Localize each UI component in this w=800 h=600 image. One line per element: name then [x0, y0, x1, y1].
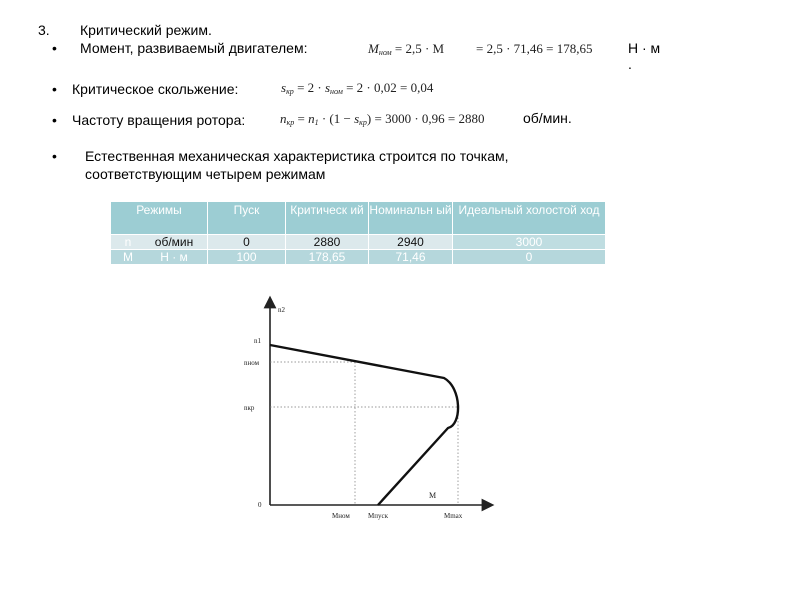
modes-table	[110, 201, 606, 265]
x-axis-label: M	[429, 491, 437, 500]
bullet: •	[52, 148, 57, 164]
bullet: •	[52, 40, 57, 56]
x-tick-label: Mном	[332, 512, 350, 520]
mechanical-characteristic-graph	[230, 290, 500, 530]
slip-formula: $s_{кр} = 2 \cdot s_{ном} = 2 \cdot 0,02 = 0,04$	[281, 80, 434, 96]
table-header: Номинальн ый	[369, 202, 453, 235]
bullet: •	[52, 112, 57, 128]
table-header-row	[111, 202, 606, 235]
moment-unit: Н · м	[628, 40, 661, 56]
note-line-1: Естественная механическая характеристика строится по точкам,	[85, 148, 509, 164]
note-line-2: соответствующим четырем режимам	[85, 166, 326, 182]
table-header: Идеальный холостой ход	[453, 202, 606, 235]
slip-label: Критическое скольжение:	[72, 81, 239, 97]
table-header: Режимы	[111, 202, 208, 235]
table-row	[111, 250, 606, 265]
table-cell-key: n об/мин	[111, 235, 208, 250]
x-tick-label: Mmax	[444, 512, 463, 520]
table-header: Критическ ий	[286, 202, 369, 235]
moment-calculation: = 2,5 · 71,46 = 178,65	[476, 41, 593, 56]
table-cell-key: М Н · м	[111, 250, 208, 265]
table-cell: 0	[208, 235, 286, 250]
bullet: •	[52, 81, 57, 97]
speed-label: Частоту вращения ротора:	[72, 112, 246, 128]
table-cell: 3000	[453, 235, 606, 250]
table-cell: 2880	[286, 235, 369, 250]
table-cell: 0	[453, 250, 606, 265]
y-tick-label: 0	[258, 501, 262, 509]
table-cell: 178,65	[286, 250, 369, 265]
x-tick-label: Mпуск	[368, 512, 388, 520]
y-tick-label: nном	[244, 359, 260, 367]
table-cell: 71,46	[369, 250, 453, 265]
moment-label: Момент, развиваемый двигателем:	[80, 40, 308, 56]
speed-formula: $n_{кр} = n_1 \cdot (1 - s_{кр}) = 3000 \cdot 0,96 = 2880$	[280, 111, 485, 127]
speed-unit: об/мин.	[523, 110, 572, 126]
section-title: Критический режим.	[80, 22, 212, 38]
y-tick-label: nкр	[244, 404, 255, 412]
table-cell: 2940	[369, 235, 453, 250]
section-number: 3.	[38, 22, 50, 38]
characteristic-curve	[270, 345, 458, 505]
moment-unit-dot: .	[628, 56, 632, 72]
y-axis-label: n2	[278, 306, 285, 314]
moment-formula: $M_{ном} = 2,5 \cdot M$	[368, 41, 445, 57]
y-tick-label: n1	[254, 337, 261, 345]
table-header: Пуск	[208, 202, 286, 235]
table-row	[111, 235, 606, 250]
table-cell: 100	[208, 250, 286, 265]
